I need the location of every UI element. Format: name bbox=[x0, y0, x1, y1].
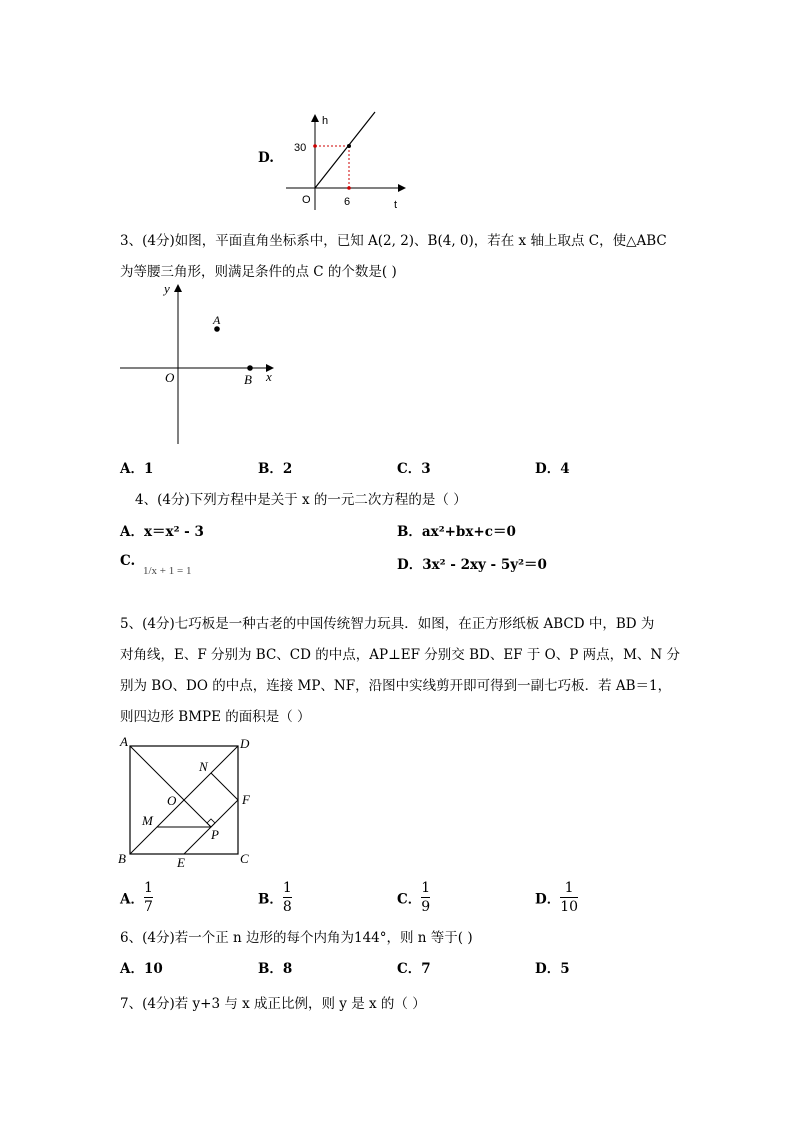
q6-option-c[interactable]: C．7 bbox=[397, 961, 431, 977]
y-axis-arrow bbox=[174, 284, 182, 292]
q4-option-a[interactable]: A．x＝x² - 3 bbox=[120, 524, 204, 540]
q2-option-d-label: D. bbox=[258, 150, 274, 166]
label-f: F bbox=[242, 792, 250, 807]
label-p: P bbox=[211, 827, 219, 842]
q3-stem-line1: 3、(4分)如图，平面直角坐标系中，已知 A(2, 2)、B(4, 0)，若在 x 轴上取点 C，使△ABC bbox=[120, 233, 667, 249]
y-axis-label: y bbox=[164, 281, 170, 296]
tick-30-dot bbox=[313, 144, 317, 148]
q6-option-d[interactable]: D．5 bbox=[535, 961, 570, 977]
point-b bbox=[247, 365, 253, 371]
label-c: C bbox=[240, 851, 249, 866]
label-e: E bbox=[177, 855, 185, 870]
q5-option-c[interactable] bbox=[397, 880, 430, 915]
q5-option-b[interactable] bbox=[258, 880, 292, 915]
y-tick-30: 30 bbox=[294, 142, 307, 154]
point-a-label: A bbox=[213, 313, 221, 327]
q7-stem: 7、(4分)若 y+3 与 x 成正比例，则 y 是 x 的（ ） bbox=[120, 996, 426, 1012]
origin-label: O bbox=[165, 370, 175, 385]
q5-option-d-fraction: $\frac{1}{10}$ bbox=[560, 880, 579, 915]
right-angle-mark bbox=[207, 819, 215, 827]
label-o: O bbox=[167, 793, 177, 808]
q3-option-b[interactable]: B．2 bbox=[258, 461, 293, 477]
q4-option-c-formula: 1/x + 1 = 1 bbox=[143, 565, 192, 577]
q5-option-b-label: B． bbox=[258, 891, 283, 908]
q6-option-a[interactable]: A．10 bbox=[120, 961, 163, 977]
q5-tangram-figure bbox=[116, 732, 258, 872]
q5-option-a-fraction: $\frac{1}{7}$ bbox=[143, 880, 153, 915]
x-axis-label: x bbox=[266, 369, 272, 384]
q6-option-b[interactable]: B．8 bbox=[258, 961, 293, 977]
q4-option-d[interactable]: D．3x² - 2xy - 5y²＝0 bbox=[397, 557, 547, 573]
t-axis-label: t bbox=[394, 199, 398, 211]
q5-option-c-fraction: $\frac{1}{9}$ bbox=[421, 880, 431, 915]
label-d: D bbox=[240, 736, 250, 751]
q3-option-a[interactable]: A．1 bbox=[120, 461, 154, 477]
q4-stem: 4、(4分)下列方程中是关于 x 的一元二次方程的是（ ） bbox=[135, 492, 467, 508]
q4-option-b[interactable]: B．ax²+bx+c＝0 bbox=[397, 524, 516, 540]
t-axis-arrow bbox=[398, 184, 406, 192]
point-30-6 bbox=[347, 144, 351, 148]
h-axis-arrow bbox=[311, 114, 319, 122]
q2-graph bbox=[280, 110, 410, 215]
q5-option-a[interactable] bbox=[120, 880, 153, 915]
q5-option-c-label: C． bbox=[397, 891, 422, 908]
label-n: N bbox=[199, 759, 208, 774]
q3-graph bbox=[118, 280, 283, 446]
q5-stem-line4: 则四边形 BMPE 的面积是（ ） bbox=[120, 709, 311, 725]
q5-stem-line2: 对角线，E、F 分别为 BC、CD 的中点，AP⊥EF 分别交 BD、EF 于 O、P 两点，M、N 分 bbox=[120, 647, 680, 663]
h-axis-label: h bbox=[322, 115, 329, 127]
q5-option-a-label: A． bbox=[120, 891, 144, 908]
q5-option-d[interactable] bbox=[535, 880, 578, 915]
q5-option-d-label: D． bbox=[535, 891, 561, 908]
q6-stem: 6、(4分)若一个正 n 边形的每个内角为144°，则 n 等于( ) bbox=[120, 930, 473, 946]
q5-option-b-fraction: $\frac{1}{8}$ bbox=[282, 880, 292, 915]
segment-nf bbox=[211, 773, 238, 800]
q3-option-c[interactable]: C．3 bbox=[397, 461, 431, 477]
tick-6-dot bbox=[347, 186, 351, 190]
q4-option-c-label[interactable]: C. bbox=[120, 553, 136, 569]
point-b-label: B bbox=[244, 372, 252, 387]
origin-label: O bbox=[302, 194, 311, 206]
q5-stem-line1: 5、(4分)七巧板是一种古老的中国传统智力玩具．如图，在正方形纸板 ABCD 中，BD 为 bbox=[120, 616, 655, 632]
q3-option-d[interactable]: D．4 bbox=[535, 461, 570, 477]
x-tick-6: 6 bbox=[344, 196, 351, 208]
label-b: B bbox=[118, 851, 126, 866]
q5-stem-line3: 别为 BO、DO 的中点，连接 MP、NF，沿图中实线剪开即可得到一副七巧板．若 AB＝1， bbox=[120, 678, 672, 694]
point-a bbox=[214, 326, 220, 332]
q3-stem-line2: 为等腰三角形，则满足条件的点 C 的个数是( ) bbox=[120, 264, 397, 280]
label-m: M bbox=[142, 813, 153, 828]
label-a: A bbox=[120, 734, 128, 749]
